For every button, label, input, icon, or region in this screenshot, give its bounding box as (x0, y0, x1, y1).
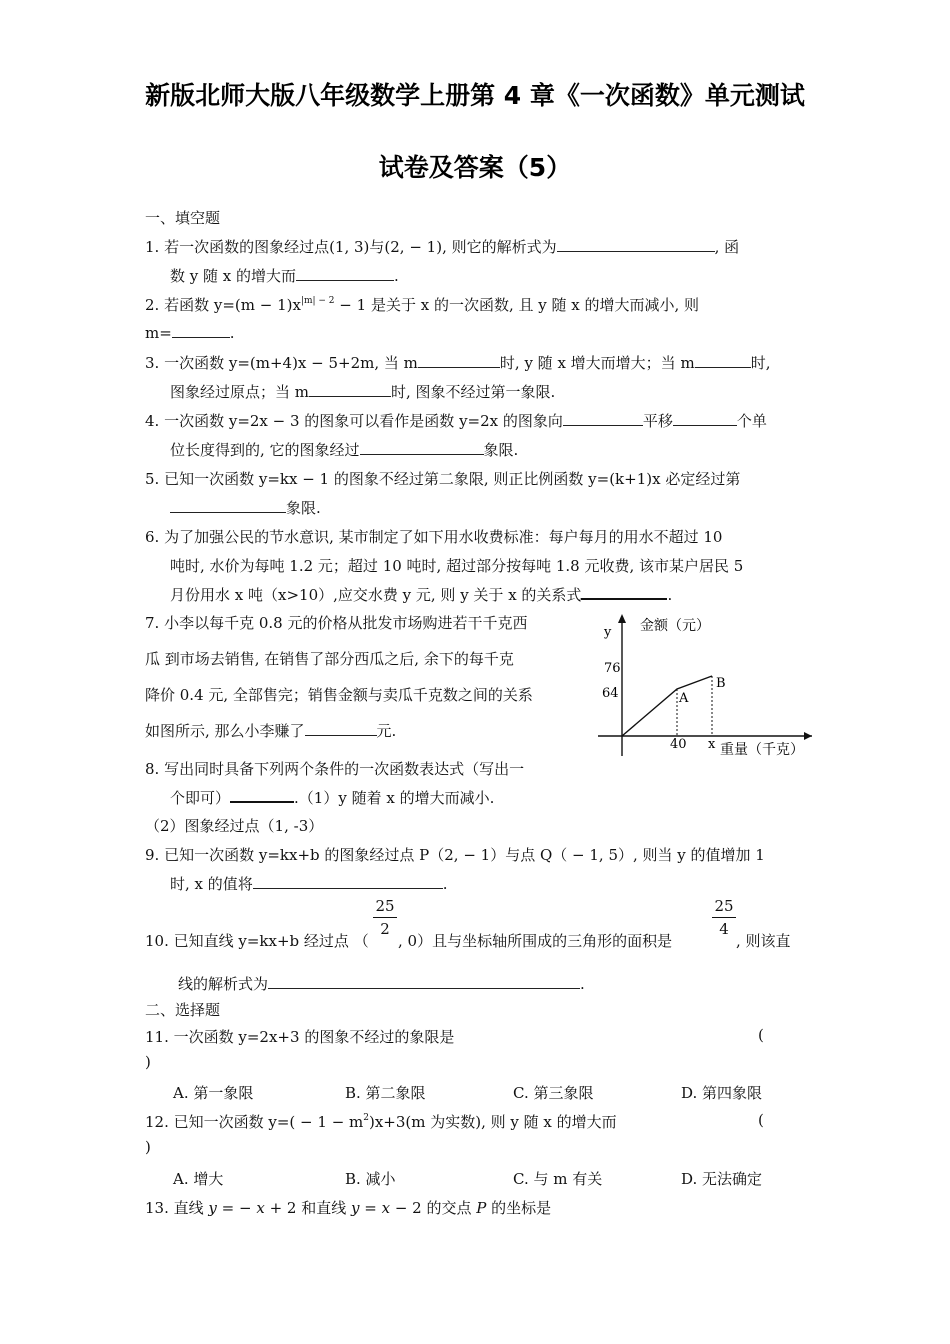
q7-blank[interactable] (305, 721, 377, 736)
q10-text-d: 线的解析式为 (178, 975, 269, 993)
q10-text-a: 10. 已知直线 y=kx+b 经过点 （ (145, 932, 369, 950)
q4-text-b: 平移 (642, 412, 673, 430)
question-7-line1 (145, 612, 527, 633)
q8-text-c: .（1）y 随着 x 的增大而减小. (294, 789, 495, 807)
q6-text-d: . (667, 586, 673, 604)
q1-text-c: 数 y 随 x 的增大而 (170, 267, 297, 285)
q3-text-d: 图象经过原点；当 m (170, 383, 309, 401)
q13-var-x2: x (381, 1199, 391, 1217)
q2-exponent: |m| − 2 (300, 296, 335, 306)
q5-text-b: 象限. (286, 499, 321, 517)
q3-text-e: 时, 图象不经过第一象限. (391, 383, 556, 401)
q11-left-paren: ( (758, 1026, 764, 1044)
q6-text-a: 6. 为了加强公民的节水意识, 某市制定了如下用水收费标准：每户每月的用水不超过 10 (145, 528, 723, 546)
q2-text-d: . (229, 324, 235, 342)
q5-text-a: 5. 已知一次函数 y=kx − 1 的图象不经过第二象限, 则正比例函数 y=(k+1)x 必定经过第 (145, 470, 741, 488)
q11-option-d[interactable]: D. 第四象限 (681, 1084, 763, 1102)
q8-text-b: 个即可） (170, 789, 231, 807)
q3-blank-1[interactable] (418, 353, 500, 368)
question-1-line1 (145, 236, 739, 257)
q6-text-c: 月份用水 x 吨（x>10）,应交水费 y 元, 则 y 关于 x 的关系式 (170, 586, 582, 604)
q4-blank-3[interactable] (360, 440, 484, 455)
question-3-line2 (170, 381, 555, 402)
question-6-line3 (170, 584, 672, 605)
q1-text-d: . (394, 267, 399, 285)
chart-y-arrow (618, 614, 626, 623)
q1-blank-1[interactable] (557, 237, 715, 252)
question-2-line2 (145, 323, 235, 342)
question-13-stem (145, 1197, 551, 1218)
q12-option-d[interactable]: D. 无法确定 (681, 1170, 763, 1188)
q8-text-a: 8. 写出同时具备下列两个条件的一次函数表达式（写出一 (145, 760, 525, 778)
q10-text-e: . (580, 975, 585, 993)
question-11-stem (145, 1026, 454, 1047)
q3-text-b: 时, y 随 x 增大而增大；当 m (499, 354, 695, 372)
q8-text-d: （2）图象经过点（1, -3） (145, 817, 324, 835)
q10-text-c: , 则该直 (736, 932, 791, 950)
q8-blank[interactable] (230, 787, 294, 803)
q9-text-a: 9. 已知一次函数 y=kx+b 的图象经过点 P（2, − 1）与点 Q（ − 1, 5）, 则当 y 的值增加 1 (145, 846, 765, 864)
q13-text-c: + 2 和直线 (264, 1199, 351, 1217)
q7-text-a: 7. 小李以每千克 0.8 元的价格从批发市场购进若干千克西 (145, 614, 528, 632)
q10-frac2-denominator: 4 (719, 920, 729, 938)
q13-var-y2: y (351, 1199, 360, 1217)
q13-var-p: P (476, 1199, 487, 1217)
q3-blank-3[interactable] (309, 382, 391, 397)
chart-ytick-76: 76 (604, 661, 621, 676)
q4-blank-1[interactable] (563, 411, 643, 426)
question-12-stem (145, 1111, 617, 1132)
q11-text: 11. 一次函数 y=2x+3 的图象不经过的象限是 (145, 1028, 455, 1046)
q6-text-b: 吨时, 水价为每吨 1.2 元；超过 10 吨时, 超过部分按每吨 1.8 元收费, 该市某户居民 5 (170, 557, 744, 575)
q4-text-a: 4. 一次函数 y=2x − 3 的图象可以看作是函数 y=2x 的图象向 (145, 412, 563, 430)
q12-left-paren: ( (758, 1111, 764, 1129)
question-6-line1 (145, 526, 722, 547)
q13-text-a: 13. 直线 (145, 1199, 209, 1217)
q3-blank-2[interactable] (695, 353, 751, 368)
question-5-line1 (145, 468, 740, 489)
q11-option-c[interactable]: C. 第三象限 (513, 1084, 594, 1102)
section-fill-heading: 一、填空题 (145, 209, 221, 227)
chart-x-arrow (804, 732, 812, 740)
q4-text-e: 象限. (483, 441, 519, 459)
question-10-line1-left (145, 930, 369, 951)
chart-point-a-label: A (679, 691, 689, 706)
q4-blank-2[interactable] (673, 411, 737, 426)
q12-option-a[interactable]: A. 增大 (173, 1170, 224, 1188)
question-7-line3 (145, 684, 533, 705)
question-10-line1-right (736, 930, 791, 951)
q10-frac1-denominator: 2 (380, 920, 390, 938)
q7-sales-chart (590, 606, 820, 766)
q2-blank[interactable] (172, 323, 230, 338)
q13-text-b: = − (216, 1199, 257, 1217)
q12-exponent: 2 (363, 1113, 369, 1123)
question-4-line1 (145, 410, 767, 431)
q1-text-b: , 函 (714, 238, 740, 256)
q1-blank-2[interactable] (296, 266, 394, 281)
q4-text-c: 个单 (736, 412, 767, 430)
question-8-line2 (170, 787, 494, 808)
q10-blank[interactable] (268, 974, 580, 989)
q11-option-a[interactable]: A. 第一象限 (173, 1084, 254, 1102)
q2-text-a: 2. 若函数 y=(m − 1)x (145, 296, 301, 314)
q3-text-a: 3. 一次函数 y=(m+4)x − 5+2m, 当 m (145, 354, 418, 372)
chart-y-letter: y (604, 625, 612, 640)
q5-blank[interactable] (170, 498, 286, 513)
q2-text-c: m= (145, 324, 172, 342)
q10-fraction-1 (373, 897, 397, 938)
q9-text-b: 时, x 的值将 (170, 875, 253, 893)
q12-right-paren: ) (145, 1138, 151, 1156)
q10-frac2-numerator: 25 (714, 897, 734, 915)
q9-blank[interactable] (253, 874, 443, 889)
question-7-line2 (145, 648, 514, 669)
q13-var-y1: y (208, 1199, 217, 1217)
q12-option-b[interactable]: B. 减小 (345, 1170, 396, 1188)
document-title-line2: 试卷及答案（5） (378, 153, 572, 182)
section-choice-heading: 二、选择题 (145, 1001, 221, 1019)
q11-right-paren: ) (145, 1053, 151, 1071)
q13-text-d: = (359, 1199, 382, 1217)
q7-text-e: 元. (376, 722, 397, 740)
question-8-line3 (145, 815, 323, 836)
q10-frac1-bar (373, 917, 397, 918)
question-10-line1-middle (398, 930, 672, 951)
question-4-line2 (170, 439, 518, 460)
question-6-line2 (170, 555, 743, 576)
question-3-line1 (145, 352, 770, 373)
q7-text-d: 如图所示, 那么小李赚了 (145, 722, 305, 740)
document-title-line1: 新版北师大版八年级数学上册第 4 章《一次函数》单元测试 (145, 81, 805, 110)
q9-text-c: . (442, 875, 448, 893)
q12-option-c[interactable]: C. 与 m 有关 (513, 1170, 603, 1188)
question-7-line4 (145, 720, 396, 741)
question-2-line1 (145, 294, 699, 315)
q12-text-a: 12. 已知一次函数 y=( − 1 − m (145, 1113, 364, 1131)
q6-blank[interactable] (581, 584, 667, 600)
q7-text-c: 降价 0.4 元, 全部售完；销售金额与卖瓜千克数之间的关系 (145, 686, 533, 704)
q10-frac2-bar (712, 917, 736, 918)
q4-text-d: 位长度得到的, 它的图象经过 (170, 441, 360, 459)
q13-var-x1: x (256, 1199, 265, 1217)
q7-text-b: 瓜 到市场去销售, 在销售了部分西瓜之后, 余下的每千克 (145, 650, 514, 668)
q12-text-b: )x+3(m 为实数), 则 y 随 x 的增大而 (369, 1113, 617, 1131)
chart-ylabel: 金额（元） (640, 618, 710, 634)
q13-text-f: 的坐标是 (486, 1199, 552, 1217)
q2-text-b: − 1 是关于 x 的一次函数, 且 y 随 x 的增大而减小, 则 (334, 296, 700, 314)
q11-option-b[interactable]: B. 第二象限 (345, 1084, 426, 1102)
chart-series-line (622, 676, 712, 736)
q1-text-a: 1. 若一次函数的图象经过点(1, 3)与(2, − 1), 则它的解析式为 (145, 238, 557, 256)
q10-text-b: , 0）且与坐标轴所围成的三角形的面积是 (398, 932, 673, 950)
question-10-line2 (178, 973, 585, 994)
question-9-line1 (145, 844, 765, 865)
chart-ytick-64: 64 (602, 686, 619, 701)
chart-point-b-label: B (716, 676, 726, 691)
chart-xtick-40: 40 (670, 737, 687, 752)
q10-fraction-2 (712, 897, 736, 938)
chart-xtick-x: x (708, 737, 716, 752)
chart-xlabel: 重量（千克） (720, 742, 804, 758)
q3-text-c: 时, (750, 354, 771, 372)
q13-text-e: − 2 的交点 (390, 1199, 477, 1217)
question-8-line1 (145, 758, 524, 779)
question-5-line2 (170, 497, 321, 518)
question-9-line2 (170, 873, 448, 894)
question-1-line2 (170, 265, 399, 286)
q10-frac1-numerator: 25 (375, 897, 395, 915)
